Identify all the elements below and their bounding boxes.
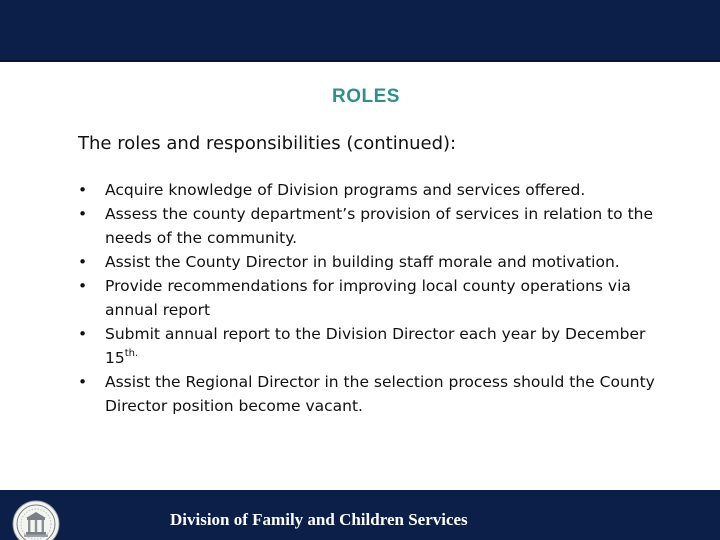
ordinal-suffix: th.	[124, 348, 139, 359]
bullet-marker: •	[78, 277, 88, 295]
list-item	[78, 178, 678, 202]
slide-title: ROLES	[332, 86, 400, 107]
list-item-text: Assist the County Director in building staff morale and motivation.	[105, 253, 620, 271]
list-item	[78, 322, 678, 370]
list-item-text: Assess the county department’s provision of services in relation to the needs of the community.	[105, 205, 654, 247]
list-item-text: Assist the Regional Director in the selection process should the County Director position become vacant.	[105, 373, 655, 415]
state-seal-icon	[12, 500, 60, 540]
bullet-marker: •	[78, 181, 88, 199]
bullet-marker: •	[78, 205, 88, 223]
list-item	[78, 250, 678, 274]
list-item-text: Acquire knowledge of Division programs and services offered.	[105, 181, 586, 199]
list-item-text: Submit annual report to the Division Director each year by December 15	[105, 325, 646, 367]
bullet-marker: •	[78, 373, 88, 391]
bullet-marker: •	[78, 325, 88, 343]
responsibilities-list	[78, 178, 678, 418]
list-item-text: Provide recommendations for improving local county operations via annual report	[105, 277, 631, 319]
list-item	[78, 202, 678, 250]
list-item	[78, 274, 678, 322]
list-item	[78, 370, 678, 418]
intro-text: The roles and responsibilities (continued):	[78, 133, 457, 154]
header-bar	[0, 0, 720, 62]
bullet-marker: •	[78, 253, 88, 271]
footer-organization-name: Division of Family and Children Services	[170, 510, 468, 529]
